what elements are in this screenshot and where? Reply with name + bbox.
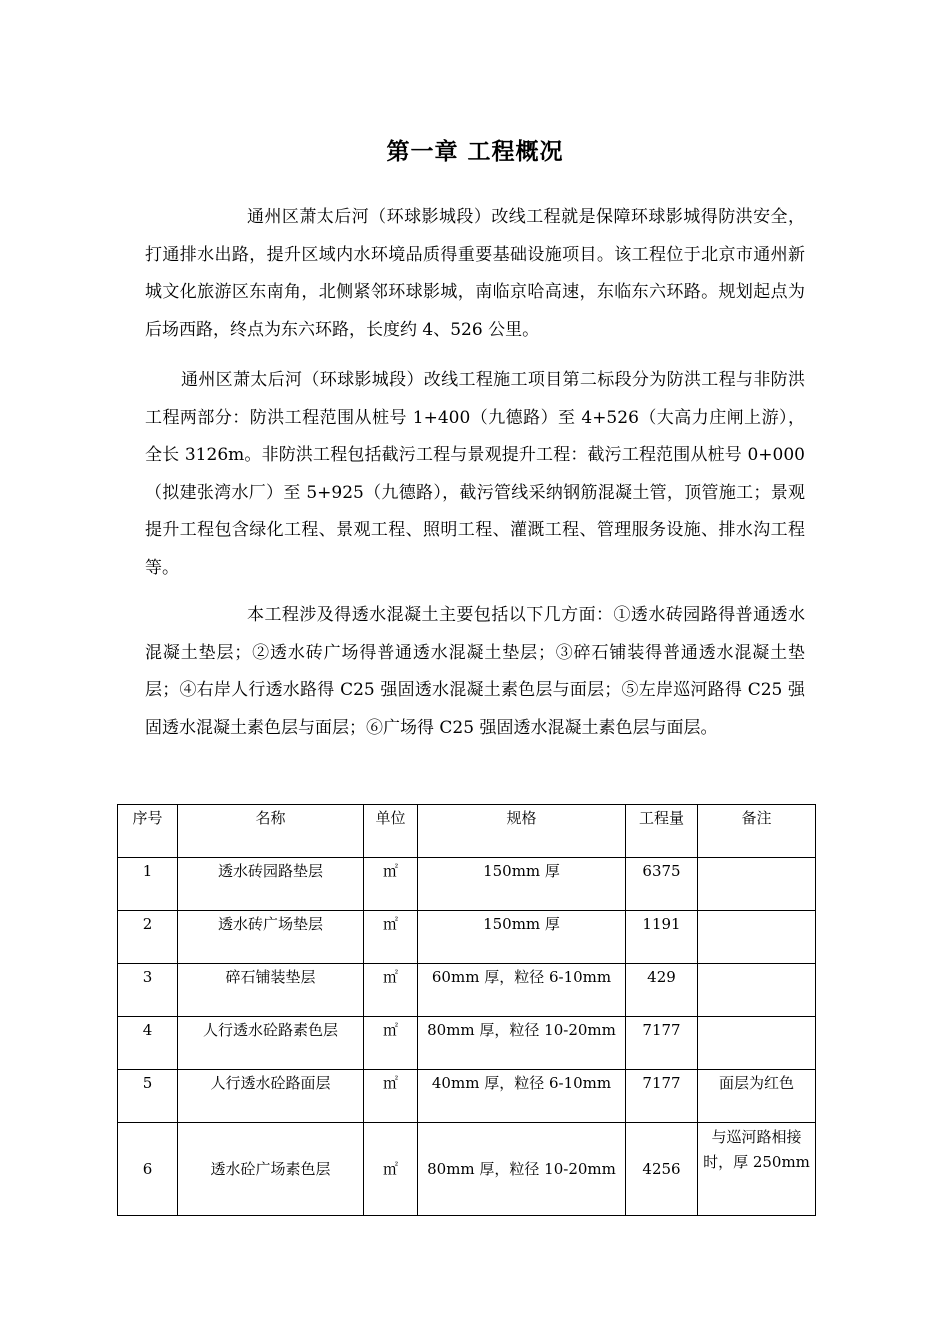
cell-unit: ㎡ [364,858,418,911]
header-name: 名称 [178,805,364,858]
header-index: 序号 [118,805,178,858]
cell-unit: ㎡ [364,1070,418,1123]
cell-remark: 面层为红色 [698,1070,816,1123]
table-row [118,964,816,1017]
cell-index: 6 [118,1123,178,1216]
cell-quantity: 7177 [626,1070,698,1123]
table-header-row [118,805,816,858]
cell-quantity: 6375 [626,858,698,911]
cell-index: 3 [118,964,178,1017]
paragraph-overview: 通州区萧太后河（环球影城段）改线工程就是保障环球影城得防洪安全，打通排水出路，提升区域内水环境品质得重要基础设施项目。该工程位于北京市通州新城文化旅游区东南角，北侧紧邻环球影城，南临京哈高速，东临东六环路。规划起点为后场西路，终点为东六环路，长度约 4、526 公里。 [145,207,805,340]
cell-index: 4 [118,1017,178,1070]
table-row [118,858,816,911]
cell-spec: 150mm 厚 [418,858,626,911]
cell-unit: ㎡ [364,1123,418,1216]
cell-remark [698,911,816,964]
cell-remark [698,964,816,1017]
paragraph-pervious-concrete: 本工程涉及得透水混凝土主要包括以下几方面：①透水砖园路得普通透水混凝土垫层；②透水砖广场得普通透水混凝土垫层；③碎石铺装得普通透水混凝土垫层；④右岸人行透水路得 C25 强固透水混凝土素色层与面层；⑤左岸巡河路得 C25 强固透水混凝土素色层与面层；⑥广场得 C25 强固透水混凝土素色层与面层。 [145,605,805,738]
cell-name: 透水砼广场素色层 [178,1123,364,1216]
table-row [118,911,816,964]
cell-unit: ㎡ [364,1017,418,1070]
header-quantity: 工程量 [626,805,698,858]
header-unit: 单位 [364,805,418,858]
cell-quantity: 7177 [626,1017,698,1070]
cell-index: 2 [118,911,178,964]
cell-name: 透水砖园路垫层 [178,858,364,911]
cell-spec: 80mm 厚，粒径 10-20mm [418,1123,626,1216]
cell-unit: ㎡ [364,964,418,1017]
quantity-table [117,804,816,1216]
cell-spec: 150mm 厚 [418,911,626,964]
table-row [118,1070,816,1123]
cell-index: 1 [118,858,178,911]
cell-spec: 60mm 厚，粒径 6-10mm [418,964,626,1017]
header-remark: 备注 [698,805,816,858]
cell-name: 人行透水砼路面层 [178,1070,364,1123]
cell-index: 5 [118,1070,178,1123]
header-spec: 规格 [418,805,626,858]
cell-unit: ㎡ [364,911,418,964]
cell-spec: 80mm 厚，粒径 10-20mm [418,1017,626,1070]
chapter-title: 第一章 工程概况 [386,139,564,165]
cell-remark [698,1017,816,1070]
table-row [118,1123,816,1216]
cell-name: 碎石铺装垫层 [178,964,364,1017]
cell-quantity: 4256 [626,1123,698,1216]
cell-spec: 40mm 厚，粒径 6-10mm [418,1070,626,1123]
cell-quantity: 429 [626,964,698,1017]
table-row [118,1017,816,1070]
paragraph-scope: 通州区萧太后河（环球影城段）改线工程施工项目第二标段分为防洪工程与非防洪工程两部分：防洪工程范围从桩号 1+400（九德路）至 4+526（大高力庄闸上游），全长 3126m。非防洪工程包括截污工程与景观提升工程：截污工程范围从桩号 0+000（拟建张湾水厂）至 5+925（九德路），截污管线采纳钢筋混凝土管，顶管施工；景观提升工程包含绿化工程、景观工程、照明工程、灌溉工程、管理服务设施、排水沟工程等。 [145,370,805,578]
cell-quantity: 1191 [626,911,698,964]
cell-remark: 与巡河路相接时，厚 250mm [698,1123,816,1216]
cell-name: 人行透水砼路素色层 [178,1017,364,1070]
cell-remark [698,858,816,911]
cell-name: 透水砖广场垫层 [178,911,364,964]
